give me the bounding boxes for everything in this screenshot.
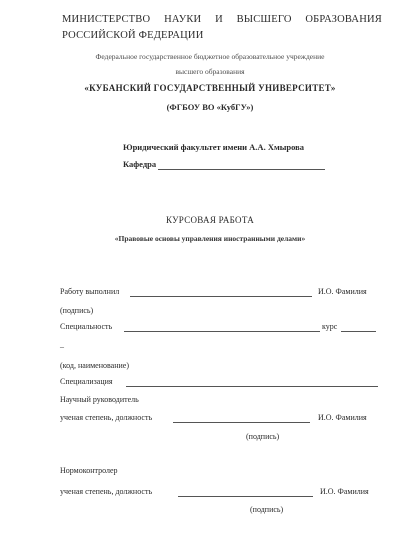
university-name: «КУБАНСКИЙ ГОСУДАРСТВЕННЫЙ УНИВЕРСИТЕТ» xyxy=(84,83,336,93)
university-abbr: (ФГБОУ ВО «КубГУ») xyxy=(166,102,254,112)
work-type-title: КУРСОВАЯ РАБОТА xyxy=(165,215,254,225)
normcontrol-label: Нормоконтролер xyxy=(60,466,118,475)
done-by-name: И.О. Фамилия xyxy=(318,287,367,296)
ministry-word: ВЫСШЕГО xyxy=(236,14,292,25)
done-by-line xyxy=(130,296,312,297)
supervisor-signature-hint: (подпись) xyxy=(246,432,280,441)
signature-hint: (подпись) xyxy=(60,306,94,315)
normcontrol-signature-hint: (подпись) xyxy=(250,505,284,514)
work-topic: «Правовые основы управления иностранными делами» xyxy=(114,234,306,243)
normcontrol-degree-label: ученая степень, должность xyxy=(60,487,153,496)
specialization-label: Специализация xyxy=(60,377,113,386)
ministry-word: И xyxy=(215,14,223,25)
normcontrol-name: И.О. Фамилия xyxy=(320,487,369,496)
done-by-label: Работу выполнил xyxy=(60,287,120,296)
degree-line xyxy=(173,422,310,423)
course-line xyxy=(341,331,376,332)
institution-type: Федеральное государственное бюджетное образовательное учреждение xyxy=(95,52,325,61)
course-label: курс xyxy=(322,322,338,331)
ministry-line-1 xyxy=(62,15,382,26)
degree-label: ученая степень, должность xyxy=(60,413,153,422)
specialty-label: Специальность xyxy=(60,322,113,331)
specialty-line xyxy=(124,331,320,332)
faculty-name: Юридический факультет имени А.А. Хмырова xyxy=(123,142,304,152)
ministry-word: ОБРАЗОВАНИЯ xyxy=(305,14,382,25)
supervisor-label: Научный руководитель xyxy=(60,395,139,404)
department-line xyxy=(158,169,325,170)
specialty-code-hint: (код, наименование) xyxy=(60,361,129,370)
normcontrol-degree-line xyxy=(178,496,313,497)
ministry-line-2: РОССИЙСКОЙ ФЕДЕРАЦИИ xyxy=(62,30,204,41)
department-label: Кафедра xyxy=(123,159,157,169)
ministry-word: МИНИСТЕРСТВО xyxy=(62,14,151,25)
supervisor-name: И.О. Фамилия xyxy=(318,413,367,422)
dash: – xyxy=(60,342,64,351)
education-level: высшего образования xyxy=(175,67,245,76)
ministry-word: НАУКИ xyxy=(164,14,202,25)
specialization-line xyxy=(126,386,378,387)
